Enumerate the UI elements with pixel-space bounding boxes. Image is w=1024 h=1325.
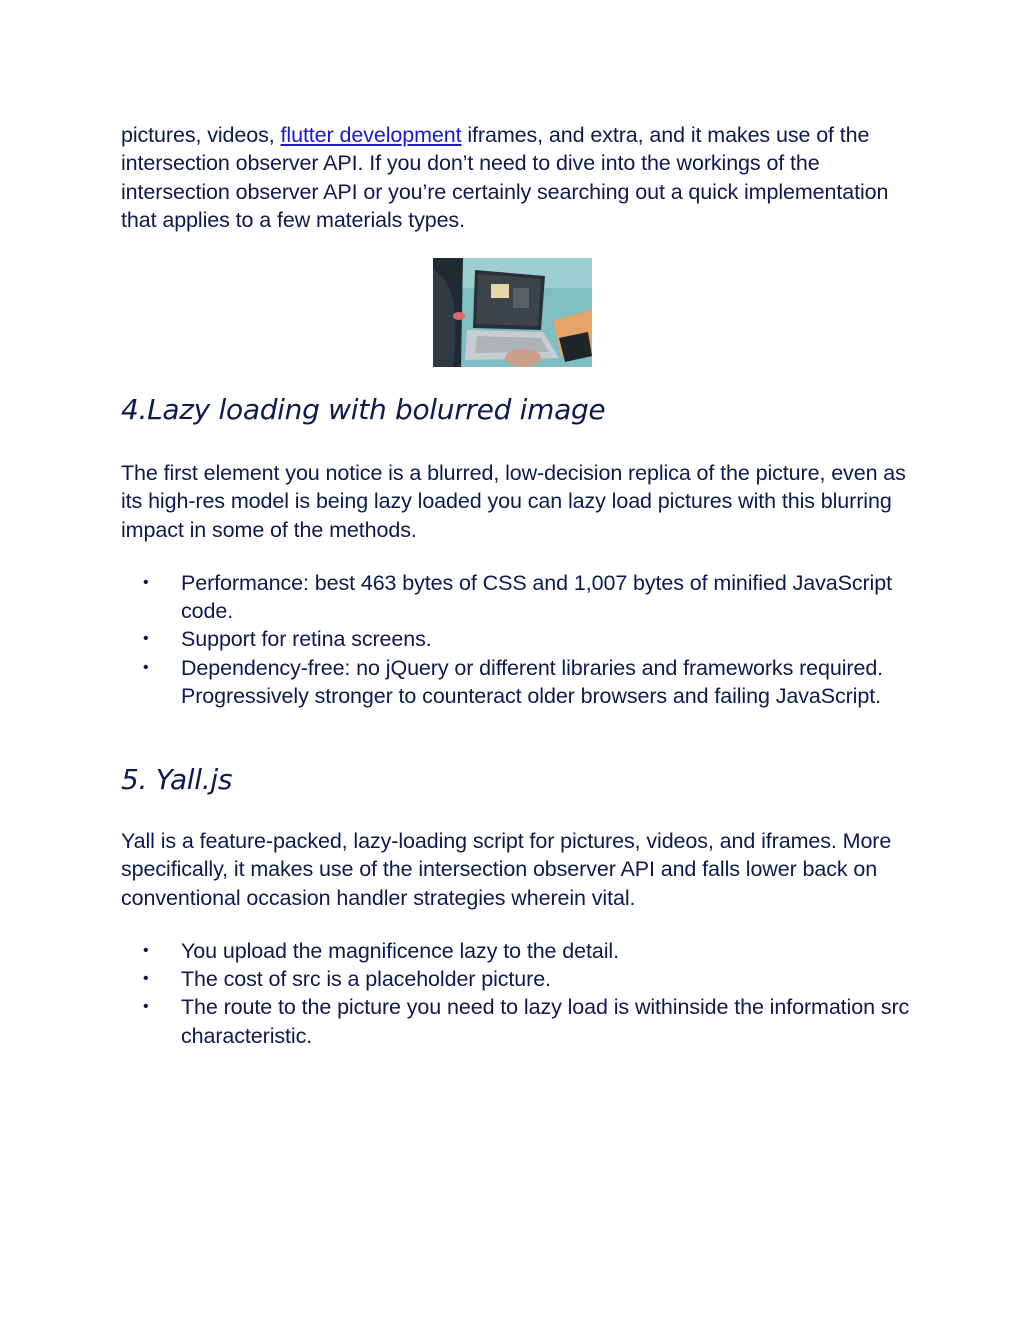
list-item	[121, 993, 911, 1050]
list-item-text: The cost of src is a placeholder picture.	[181, 967, 551, 992]
intro-text-before-link: pictures, videos,	[121, 123, 281, 147]
document-body	[121, 121, 911, 234]
bullet-icon: •	[143, 573, 149, 591]
bullet-icon: •	[143, 658, 149, 676]
list-item	[121, 965, 911, 993]
intro-paragraph	[121, 121, 911, 234]
intro-text-after-link: iframes, and extra, and it makes use of the intersection observer API. If you don’t need to dive into the workings of the intersection observer API or you’re certainly searching out a quick implementation that applies to a few materials types.	[121, 123, 889, 232]
bullet-icon: •	[143, 998, 149, 1016]
bullet-icon: •	[143, 941, 149, 959]
list-item	[121, 569, 911, 626]
section5-paragraph: Yall is a feature-packed, lazy-loading script for pictures, videos, and iframes. More specifically, it makes use of the intersection observer API and falls lower back on conventional occasion handler strategies wherein vital.	[121, 829, 892, 910]
section5-body	[121, 827, 911, 1050]
bullet-icon: •	[143, 970, 149, 988]
flutter-development-link[interactable]: flutter development	[280, 123, 462, 147]
section4-heading: 4.Lazy loading with bolurred image	[121, 393, 606, 426]
section5-heading: 5. Yall.js	[121, 763, 233, 796]
section5-bullet-list	[121, 937, 911, 1050]
section4-body	[121, 459, 911, 710]
list-item-text: You upload the magnificence lazy to the detail.	[181, 938, 619, 963]
bullet-icon: •	[143, 630, 149, 648]
list-item-text: Performance: best 463 bytes of CSS and 1,007 bytes of minified JavaScript code.	[181, 570, 892, 624]
list-item	[121, 625, 911, 653]
list-item	[121, 937, 911, 965]
list-item-text: The route to the picture you need to lazy load is withinside the information src characteristic.	[181, 995, 910, 1048]
list-item	[121, 654, 911, 711]
list-item-text: Support for retina screens.	[181, 627, 432, 652]
section4-paragraph: The first element you notice is a blurred, low-decision replica of the picture, even as its high-res model is being lazy loaded you can lazy load pictures with this blurring impact in some of the methods.	[121, 461, 906, 542]
section4-bullet-list	[121, 569, 911, 710]
laptop-photo	[433, 258, 592, 367]
list-item-text: Dependency-free: no jQuery or different libraries and frameworks required. Progressively stronger to counteract older browsers and failing JavaScript.	[181, 655, 884, 709]
laptop-photo-icon	[433, 258, 592, 367]
